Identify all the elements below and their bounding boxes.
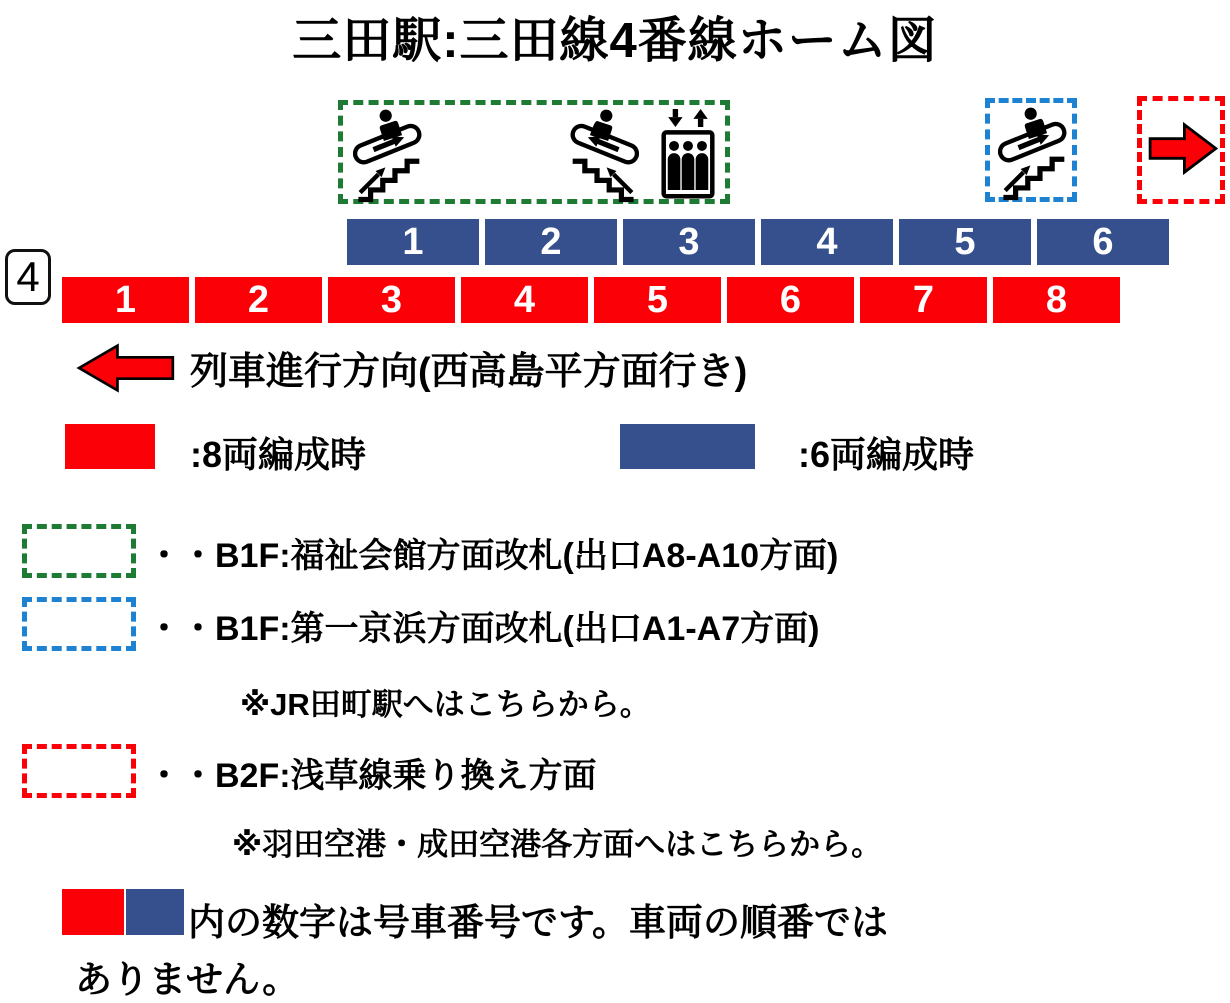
car-number-cell: 6 [727, 277, 854, 323]
jr-tamachi-note: ※JR田町駅へはこちらから。 [240, 687, 651, 722]
car-number-cell: 5 [899, 219, 1031, 265]
escalator-icon [569, 109, 639, 203]
six-car-color-swatch [620, 424, 755, 469]
airport-note: ※羽田空港・成田空港各方面へはこちらから。 [232, 827, 883, 862]
car-number-cell: 1 [62, 277, 189, 323]
footer-note-line2: ありません。 [75, 959, 300, 1000]
car-number-cell: 2 [485, 219, 617, 265]
escalator-icon [998, 107, 1068, 201]
car-number-cell: 2 [195, 277, 322, 323]
red-right-arrow-icon [1148, 117, 1218, 180]
footer-note-line1: 内の数字は号車番号です。車両の順番では [188, 902, 889, 943]
train-direction-row [75, 340, 747, 395]
keihin-gate-label: ・・B1F:第一京浜方面改札(出口A1-A7方面) [147, 610, 820, 648]
car-number-cell: 5 [594, 277, 721, 323]
car-number-cell: 4 [761, 219, 893, 265]
red-dashed-key-box [22, 744, 136, 798]
blue-dashed-key-box [22, 597, 136, 651]
welfare-gate-facilities-box [338, 100, 730, 204]
car-number-cell: 4 [461, 277, 588, 323]
asakusa-transfer-label: ・・B2F:浅草線乗り換え方面 [147, 757, 597, 795]
six-car-legend-label: :6両編成時 [798, 434, 975, 475]
eight-car-bar [62, 277, 1120, 323]
six-car-color-swatch [126, 889, 184, 935]
green-dashed-key-box [22, 524, 136, 578]
train-direction-left-arrow-icon [75, 343, 176, 393]
train-direction-label: 列車進行方向(西高島平方面行き) [190, 351, 748, 393]
car-number-cell: 7 [860, 277, 987, 323]
elevator-icon [661, 109, 715, 199]
car-number-cell: 3 [328, 277, 455, 323]
escalator-icon [353, 109, 423, 203]
asakusa-transfer-box [1137, 96, 1225, 204]
eight-car-color-swatch [62, 889, 124, 935]
car-number-cell: 8 [993, 277, 1120, 323]
six-car-bar [347, 219, 1169, 265]
platform-number-badge: 4 [5, 249, 51, 305]
car-number-cell: 3 [623, 219, 755, 265]
eight-car-color-swatch [65, 424, 155, 469]
car-number-cell: 6 [1037, 219, 1169, 265]
page-title: 三田駅:三田線4番線ホーム図 [292, 14, 938, 68]
eight-car-legend-label: :8両編成時 [190, 434, 367, 475]
keihin-gate-facilities-box [985, 98, 1077, 202]
welfare-gate-label: ・・B1F:福祉会館方面改札(出口A8-A10方面) [147, 537, 839, 575]
car-number-cell: 1 [347, 219, 479, 265]
